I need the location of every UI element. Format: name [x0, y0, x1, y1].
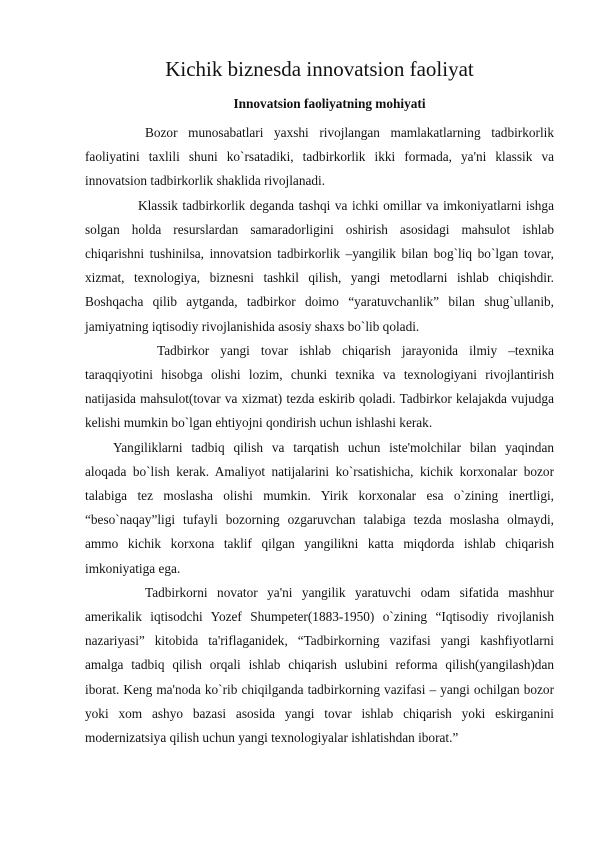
document-page [85, 54, 554, 750]
paragraph-1: Bozor munosabatlari yaxshi rivojlangan mamlakatlarning tadbirkorlik faoliyatini taxlili shuni ko`rsatadiki, tadbirkorlik ikki formada, ya'ni klassik va innovatsion tadbirkorlik shaklida rivojlanadi. [85, 125, 554, 189]
paragraph-3: Tadbirkor yangi tovar ishlab chiqarish jarayonida ilmiy –texnika taraqqiyotini hisobga olishi lozim, chunki texnika va texnologiyani rivojlantirish natijasida mahsulot(tovar va xizmat) tezda eskirib qoladi. Tadbirkor kelajakda vujudga kelishi mumkin bo`lgan ehtiyojni qondirish uchun ishlashi kerak. [85, 342, 554, 431]
document-title: Kichik biznesda innovatsion faoliyat [165, 57, 474, 81]
paragraph-2: Klassik tadbirkorlik deganda tashqi va ichki omillar va imkoniyatlarni ishga solgan holda resurslardan samaradorligini oshirish asosidagi mahsulot ishlab chiqarishni tushinilsa, innovatsion tadbirkorlik –yangilik bilan bog`liq bo`lgan tovar, xizmat, texnologiya, biznesni tashkil qilish, yangi metodlarni ishlab chiqishdir. Boshqacha qilib aytganda, tadbirkor doimo “yaratuvchanlik” bilan shug`ullanib, jamiyatning iqtisodiy rivojlanishida asosiy shaxs bo`lib qoladi. [85, 197, 554, 334]
paragraph-5: Tadbirkorni novator ya'ni yangilik yaratuvchi odam sifatida mashhur amerikalik iqtisodchi Yozef Shumpeter(1883-1950) o`zining “Iqtisodiy rivojlanish nazariyasi” kitobida ta'riflaganidek, “Tadbirkorning vazifasi yangi kashfiyotlarni amalga tadbiq qilish orqali ishlab chiqarish uslubini reforma qilish(yangilash)dan iborat. Keng ma'noda ko`rib chiqilganda tadbirkorning vazifasi – yangi ochilgan bozor yoki xom ashyo bazasi asosida yangi tovar ishlab chiqarish yoki eskirganini modernizatsiya qilish uchun yangi texnologiyalar ishlatishdan iborat.” [85, 584, 554, 746]
paragraph-4: Yangiliklarni tadbiq qilish va tarqatish uchun iste'molchilar bilan yaqindan aloqada bo`lish kerak. Amaliyot natijalarini ko`rsatishicha, kichik korxonalar bozor talabiga tez moslasha olishi mumkin. Yirik korxonalar esa o`zining inertligi, “beso`naqay”ligi tufayli bozorning ozgaruvchan talabiga tezda moslasha olmaydi, ammo kichik korxona taklif qilgan yangilikni katta miqdorda ishlab chiqarish imkoniyatiga ega. [85, 439, 554, 576]
section-heading: Innovatsion faoliyatning mohiyati [233, 96, 426, 111]
